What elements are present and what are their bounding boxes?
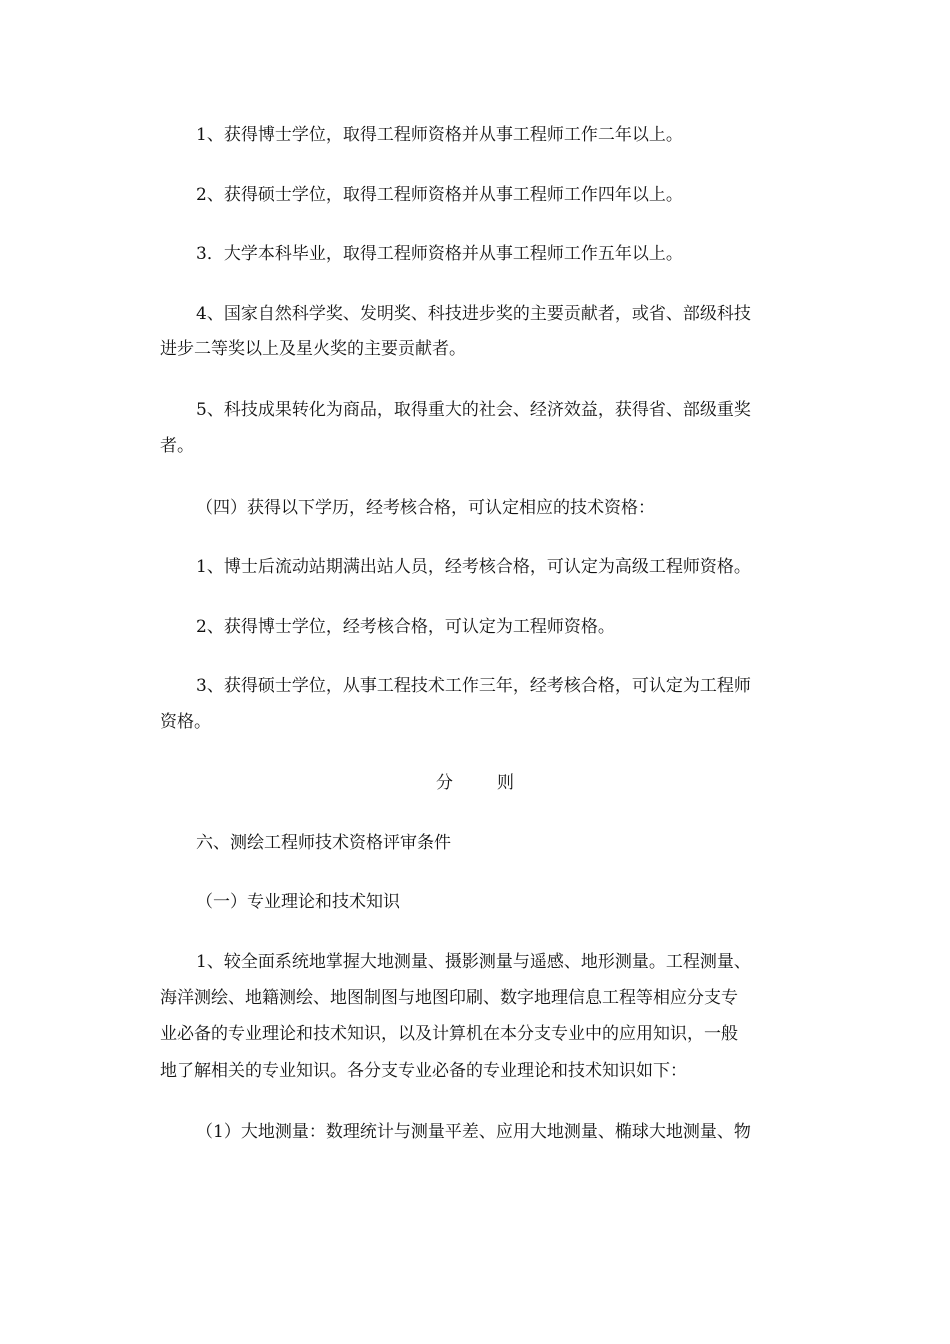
paragraph-item-4-line-2: 进步二等奖以上及星火奖的主要贡献者。 — [160, 339, 466, 359]
paragraph-item-3: 3．大学本科毕业，取得工程师资格并从事工程师工作五年以上。 — [196, 244, 683, 264]
paragraph-item-1: 1、获得博士学位，取得工程师资格并从事工程师工作二年以上。 — [196, 125, 683, 145]
paragraph-item-5-line-2: 者。 — [160, 436, 194, 456]
paragraph-knowledge-line-3: 业必备的专业理论和技术知识，以及计算机在本分支专业中的应用知识，一般 — [160, 1024, 738, 1044]
chapter-heading-6: 六、测绘工程师技术资格评审条件 — [196, 833, 451, 853]
paragraph-item-8-line-2: 资格。 — [160, 712, 211, 732]
paragraph-item-4-line-1: 4、国家自然科学奖、发明奖、科技进步奖的主要贡献者，或省、部级科技 — [196, 304, 751, 324]
paragraph-item-2: 2、获得硕士学位，取得工程师资格并从事工程师工作四年以上。 — [196, 185, 683, 205]
paragraph-item-7: 2、获得博士学位，经考核合格，可认定为工程师资格。 — [196, 617, 615, 637]
paragraph-item-6: 1、博士后流动站期满出站人员，经考核合格，可认定为高级工程师资格。 — [196, 557, 751, 577]
subsection-heading-1: （一）专业理论和技术知识 — [196, 892, 400, 912]
section-heading-part-1: 分 — [436, 773, 453, 793]
paragraph-knowledge-line-2: 海洋测绘、地籍测绘、地图制图与地图印刷、数字地理信息工程等相应分支专 — [160, 988, 738, 1008]
section-heading — [0, 771, 950, 795]
subsection-heading-4: （四）获得以下学历，经考核合格，可认定相应的技术资格： — [196, 498, 655, 518]
paragraph-item-5-line-1: 5、科技成果转化为商品，取得重大的社会、经济效益，获得省、部级重奖 — [196, 400, 751, 420]
paragraph-item-8-line-1: 3、获得硕士学位，从事工程技术工作三年，经考核合格，可认定为工程师 — [196, 676, 751, 696]
paragraph-knowledge-line-1: 1、较全面系统地掌握大地测量、摄影测量与遥感、地形测量。工程测量、 — [196, 952, 751, 972]
paragraph-knowledge-line-4: 地了解相关的专业知识。各分支专业必备的专业理论和技术知识如下： — [160, 1061, 687, 1081]
section-heading-part-2: 则 — [497, 773, 514, 793]
paragraph-geodesy: （1）大地测量：数理统计与测量平差、应用大地测量、椭球大地测量、物 — [196, 1122, 751, 1142]
